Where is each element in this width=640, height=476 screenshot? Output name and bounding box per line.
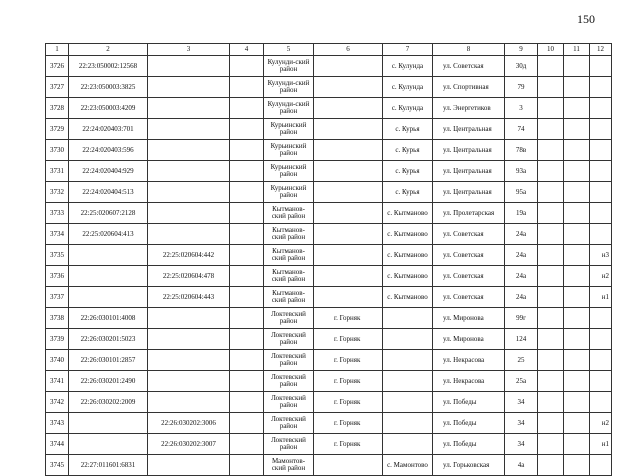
table-cell-1: 3738 [46, 308, 69, 329]
table-cell-2: 22:23:050003:4209 [69, 98, 148, 119]
table-cell-1: 3734 [46, 224, 69, 245]
table-cell-11 [564, 287, 590, 308]
table-cell-4 [230, 203, 264, 224]
table-cell-3: 22:26:030202:3006 [148, 413, 230, 434]
header-cell: 4 [230, 44, 264, 56]
table-cell-5: Кытманов-ский район [264, 245, 314, 266]
table-cell-5: Кулунди-ский район [264, 77, 314, 98]
table-cell-2: 22:26:030202:2009 [69, 392, 148, 413]
table-cell-6: г. Горняк [314, 392, 383, 413]
table-cell-2: 22:23:050002:12568 [69, 56, 148, 77]
table-row [46, 56, 612, 77]
table-cell-8: ул. Миронова [433, 308, 505, 329]
table-cell-9: 30д [505, 56, 538, 77]
table-cell-3 [148, 350, 230, 371]
table-row [46, 98, 612, 119]
table-cell-4 [230, 287, 264, 308]
table-cell-9: 99г [505, 308, 538, 329]
table-cell-3: 22:25:020604:442 [148, 245, 230, 266]
table-cell-9: 19а [505, 203, 538, 224]
table-cell-4 [230, 119, 264, 140]
table-cell-5: Курьинский район [264, 182, 314, 203]
table-cell-7: с. Кытманово [383, 203, 433, 224]
table-cell-10 [538, 119, 564, 140]
table-cell-6: г. Горняк [314, 434, 383, 455]
table-cell-3 [148, 455, 230, 476]
header-cell: 7 [383, 44, 433, 56]
table-cell-10 [538, 371, 564, 392]
table-cell-7 [383, 350, 433, 371]
table-cell-7: с. Кытманово [383, 224, 433, 245]
table-cell-8: ул. Центральная [433, 161, 505, 182]
header-cell: 11 [564, 44, 590, 56]
table-cell-5: Локтевский район [264, 434, 314, 455]
table-cell-7: с. Курья [383, 119, 433, 140]
table-cell-7 [383, 371, 433, 392]
table-cell-1: 3726 [46, 56, 69, 77]
table-cell-8: ул. Советская [433, 287, 505, 308]
table-cell-3: 22:25:020604:443 [148, 287, 230, 308]
table-cell-1: 3735 [46, 245, 69, 266]
table-cell-1: 3745 [46, 455, 69, 476]
table-row [46, 350, 612, 371]
table-cell-8: ул. Победы [433, 392, 505, 413]
table-cell-2 [69, 287, 148, 308]
table-cell-1: 3739 [46, 329, 69, 350]
table-cell-1: 3744 [46, 434, 69, 455]
table-cell-2: 22:24:020403:701 [69, 119, 148, 140]
table-cell-1: 3736 [46, 266, 69, 287]
table-cell-10 [538, 434, 564, 455]
table-cell-12 [590, 56, 612, 77]
header-cell: 5 [264, 44, 314, 56]
table-row [46, 77, 612, 98]
table-cell-2: 22:25:020607:2128 [69, 203, 148, 224]
table-cell-4 [230, 350, 264, 371]
table-cell-4 [230, 371, 264, 392]
table-cell-11 [564, 119, 590, 140]
table-cell-5: Кытманов-ский район [264, 287, 314, 308]
table-cell-10 [538, 287, 564, 308]
table-cell-7 [383, 392, 433, 413]
table-cell-11 [564, 245, 590, 266]
table-cell-3 [148, 203, 230, 224]
table-cell-12: н1 [590, 287, 612, 308]
table-cell-4 [230, 224, 264, 245]
table-cell-5: Курьинский район [264, 140, 314, 161]
table-cell-10 [538, 455, 564, 476]
table-cell-7: с. Кулунда [383, 77, 433, 98]
table-cell-4 [230, 77, 264, 98]
table-cell-6 [314, 182, 383, 203]
table-cell-10 [538, 77, 564, 98]
table-cell-8: ул. Миронова [433, 329, 505, 350]
table-cell-9: 24а [505, 245, 538, 266]
table-cell-10 [538, 329, 564, 350]
table-cell-3 [148, 182, 230, 203]
header-cell: 6 [314, 44, 383, 56]
table-cell-3 [148, 371, 230, 392]
table-cell-6 [314, 56, 383, 77]
table-cell-7: с. Курья [383, 182, 433, 203]
table-cell-11 [564, 77, 590, 98]
header-cell: 3 [148, 44, 230, 56]
header-cell: 8 [433, 44, 505, 56]
table-cell-12 [590, 329, 612, 350]
table-cell-2: 22:26:030101:4008 [69, 308, 148, 329]
table-cell-2: 22:24:020403:596 [69, 140, 148, 161]
table-cell-7: с. Кытманово [383, 245, 433, 266]
table-cell-1: 3733 [46, 203, 69, 224]
table-cell-9: 24а [505, 224, 538, 245]
table-row [46, 413, 612, 434]
table-cell-9: 25а [505, 371, 538, 392]
table-cell-2: 22:25:020604:413 [69, 224, 148, 245]
table-cell-7: с. Курья [383, 140, 433, 161]
table-cell-7: с. Кытманово [383, 266, 433, 287]
table-cell-3 [148, 140, 230, 161]
table-cell-12 [590, 371, 612, 392]
table-cell-6 [314, 245, 383, 266]
table-cell-1: 3729 [46, 119, 69, 140]
table-cell-12 [590, 77, 612, 98]
table-cell-8: ул. Энергетиков [433, 98, 505, 119]
table-cell-3 [148, 77, 230, 98]
table-cell-12: н1 [590, 434, 612, 455]
table-cell-8: ул. Центральная [433, 140, 505, 161]
table-cell-4 [230, 56, 264, 77]
table-cell-5: Кулунди-ский район [264, 56, 314, 77]
table-cell-1: 3732 [46, 182, 69, 203]
table-cell-3 [148, 224, 230, 245]
table-row [46, 119, 612, 140]
table-cell-12 [590, 182, 612, 203]
table-cell-9: 34 [505, 392, 538, 413]
table-cell-3 [148, 329, 230, 350]
table-cell-2 [69, 245, 148, 266]
table-cell-1: 3730 [46, 140, 69, 161]
table-row [46, 371, 612, 392]
table-cell-6: г. Горняк [314, 308, 383, 329]
table-cell-11 [564, 203, 590, 224]
table-cell-11 [564, 455, 590, 476]
table-cell-9: 3 [505, 98, 538, 119]
table-cell-12: н3 [590, 245, 612, 266]
table-cell-12 [590, 350, 612, 371]
table-cell-11 [564, 329, 590, 350]
header-cell: 2 [69, 44, 148, 56]
table-cell-12 [590, 98, 612, 119]
table-cell-6: г. Горняк [314, 329, 383, 350]
table-cell-4 [230, 308, 264, 329]
header-cell: 9 [505, 44, 538, 56]
table-cell-10 [538, 392, 564, 413]
table-cell-5: Локтевский район [264, 371, 314, 392]
table-row [46, 434, 612, 455]
table-cell-11 [564, 266, 590, 287]
table-cell-6 [314, 287, 383, 308]
table-cell-10 [538, 98, 564, 119]
table-cell-11 [564, 434, 590, 455]
register-table [45, 43, 612, 476]
table-cell-12 [590, 203, 612, 224]
table-cell-9: 93а [505, 161, 538, 182]
table-cell-12 [590, 392, 612, 413]
table-cell-8: ул. Центральная [433, 119, 505, 140]
table-cell-8: ул. Центральная [433, 182, 505, 203]
table-row [46, 392, 612, 413]
table-cell-4 [230, 182, 264, 203]
table-cell-4 [230, 434, 264, 455]
table-cell-2: 22:26:030201:5023 [69, 329, 148, 350]
table-cell-4 [230, 329, 264, 350]
table-cell-6: г. Горняк [314, 371, 383, 392]
table-cell-5: Локтевский район [264, 392, 314, 413]
table-cell-4 [230, 245, 264, 266]
table-cell-2: 22:24:020404:929 [69, 161, 148, 182]
table-cell-1: 3741 [46, 371, 69, 392]
table-cell-9: 24а [505, 266, 538, 287]
table-cell-8: ул. Советская [433, 56, 505, 77]
table-cell-5: Курьинский район [264, 119, 314, 140]
table-cell-4 [230, 161, 264, 182]
table-cell-10 [538, 182, 564, 203]
header-cell: 10 [538, 44, 564, 56]
table-cell-11 [564, 224, 590, 245]
table-cell-10 [538, 245, 564, 266]
table-row [46, 329, 612, 350]
table-cell-6: г. Горняк [314, 350, 383, 371]
table-cell-5: Локтевский район [264, 350, 314, 371]
table-cell-4 [230, 98, 264, 119]
table-cell-7 [383, 434, 433, 455]
table-cell-12 [590, 224, 612, 245]
table-cell-11 [564, 140, 590, 161]
table-cell-5: Кытманов-ский район [264, 224, 314, 245]
table-cell-3: 22:25:020604:478 [148, 266, 230, 287]
table-cell-6 [314, 119, 383, 140]
table-cell-1: 3742 [46, 392, 69, 413]
table-cell-12: н2 [590, 413, 612, 434]
table-cell-10 [538, 413, 564, 434]
table-cell-5: Кулунди-ский район [264, 98, 314, 119]
table-cell-6 [314, 455, 383, 476]
table-cell-1: 3731 [46, 161, 69, 182]
table-row [46, 266, 612, 287]
table-cell-8: ул. Советская [433, 224, 505, 245]
table-cell-5: Локтевский район [264, 329, 314, 350]
table-cell-8: ул. Некрасова [433, 371, 505, 392]
table-cell-11 [564, 371, 590, 392]
table-cell-10 [538, 224, 564, 245]
table-cell-11 [564, 56, 590, 77]
table-row [46, 287, 612, 308]
table-cell-4 [230, 413, 264, 434]
table-cell-6 [314, 224, 383, 245]
table-cell-8: ул. Победы [433, 413, 505, 434]
table-cell-3: 22:26:030202:3007 [148, 434, 230, 455]
table-cell-7: с. Кулунда [383, 98, 433, 119]
table-cell-10 [538, 266, 564, 287]
table-cell-3 [148, 119, 230, 140]
table-cell-3 [148, 98, 230, 119]
table-cell-10 [538, 308, 564, 329]
table-cell-5: Локтевский район [264, 308, 314, 329]
header-cell: 12 [590, 44, 612, 56]
table-cell-7: с. Кулунда [383, 56, 433, 77]
table-cell-6 [314, 266, 383, 287]
table-cell-9: 124 [505, 329, 538, 350]
table-cell-7 [383, 308, 433, 329]
table-cell-10 [538, 350, 564, 371]
table-cell-1: 3737 [46, 287, 69, 308]
table-cell-7 [383, 413, 433, 434]
table-cell-9: 34 [505, 434, 538, 455]
table-cell-12: н2 [590, 266, 612, 287]
table-cell-7: с. Кытманово [383, 287, 433, 308]
table-cell-5: Локтевский район [264, 413, 314, 434]
table-cell-6 [314, 77, 383, 98]
table-cell-6 [314, 140, 383, 161]
table-cell-2 [69, 434, 148, 455]
table-cell-11 [564, 98, 590, 119]
header-cell: 1 [46, 44, 69, 56]
table-cell-11 [564, 182, 590, 203]
table-row [46, 308, 612, 329]
table-cell-9: 25 [505, 350, 538, 371]
table-cell-2 [69, 413, 148, 434]
table-cell-8: ул. Пролетарская [433, 203, 505, 224]
table-cell-8: ул. Горьковская [433, 455, 505, 476]
table-cell-11 [564, 161, 590, 182]
table-row [46, 224, 612, 245]
table-cell-7: с. Курья [383, 161, 433, 182]
table-cell-10 [538, 203, 564, 224]
table-cell-10 [538, 161, 564, 182]
table-cell-4 [230, 455, 264, 476]
table-cell-12 [590, 119, 612, 140]
page-number: 150 [577, 12, 595, 26]
table-cell-2: 22:24:020404:513 [69, 182, 148, 203]
table-cell-4 [230, 266, 264, 287]
table-cell-9: 78в [505, 140, 538, 161]
table-cell-1: 3740 [46, 350, 69, 371]
table-cell-6 [314, 161, 383, 182]
table-cell-11 [564, 392, 590, 413]
table-cell-5: Курьинский район [264, 161, 314, 182]
table-cell-9: 95а [505, 182, 538, 203]
table-row [46, 455, 612, 476]
table-cell-3 [148, 392, 230, 413]
header-row [46, 44, 612, 56]
table-row [46, 161, 612, 182]
table-cell-5: Мамонтов-ский район [264, 455, 314, 476]
table-cell-8: ул. Победы [433, 434, 505, 455]
table-row [46, 140, 612, 161]
table-cell-8: ул. Советская [433, 245, 505, 266]
table-cell-2: 22:26:030101:2857 [69, 350, 148, 371]
table-cell-6: г. Горняк [314, 413, 383, 434]
table-cell-2: 22:23:050003:3825 [69, 77, 148, 98]
table-row [46, 245, 612, 266]
table-cell-2: 22:26:030201:2490 [69, 371, 148, 392]
table-cell-11 [564, 308, 590, 329]
table-cell-3 [148, 56, 230, 77]
table-cell-9: 24а [505, 287, 538, 308]
table-cell-12 [590, 308, 612, 329]
table-cell-8: ул. Некрасова [433, 350, 505, 371]
table-cell-7 [383, 329, 433, 350]
table-cell-11 [564, 413, 590, 434]
table-cell-9: 4а [505, 455, 538, 476]
table-cell-8: ул. Советская [433, 266, 505, 287]
table-cell-10 [538, 56, 564, 77]
table-cell-6 [314, 98, 383, 119]
table-row [46, 203, 612, 224]
table-cell-9: 74 [505, 119, 538, 140]
table-cell-9: 79 [505, 77, 538, 98]
table-cell-12 [590, 140, 612, 161]
table-cell-8: ул. Спортивная [433, 77, 505, 98]
table-cell-7: с. Мамонтово [383, 455, 433, 476]
table-cell-6 [314, 203, 383, 224]
table-cell-1: 3743 [46, 413, 69, 434]
table-cell-12 [590, 161, 612, 182]
table-cell-9: 34 [505, 413, 538, 434]
table-cell-11 [564, 350, 590, 371]
table-cell-5: Кытманов-ский район [264, 266, 314, 287]
table-row [46, 182, 612, 203]
table-cell-10 [538, 140, 564, 161]
table-cell-12 [590, 455, 612, 476]
table-cell-4 [230, 392, 264, 413]
table-cell-5: Кытманов-ский район [264, 203, 314, 224]
table-cell-1: 3727 [46, 77, 69, 98]
table-cell-4 [230, 140, 264, 161]
table-cell-3 [148, 161, 230, 182]
table-cell-2 [69, 266, 148, 287]
table-cell-1: 3728 [46, 98, 69, 119]
table-cell-3 [148, 308, 230, 329]
table-cell-2: 22:27:011601:6831 [69, 455, 148, 476]
